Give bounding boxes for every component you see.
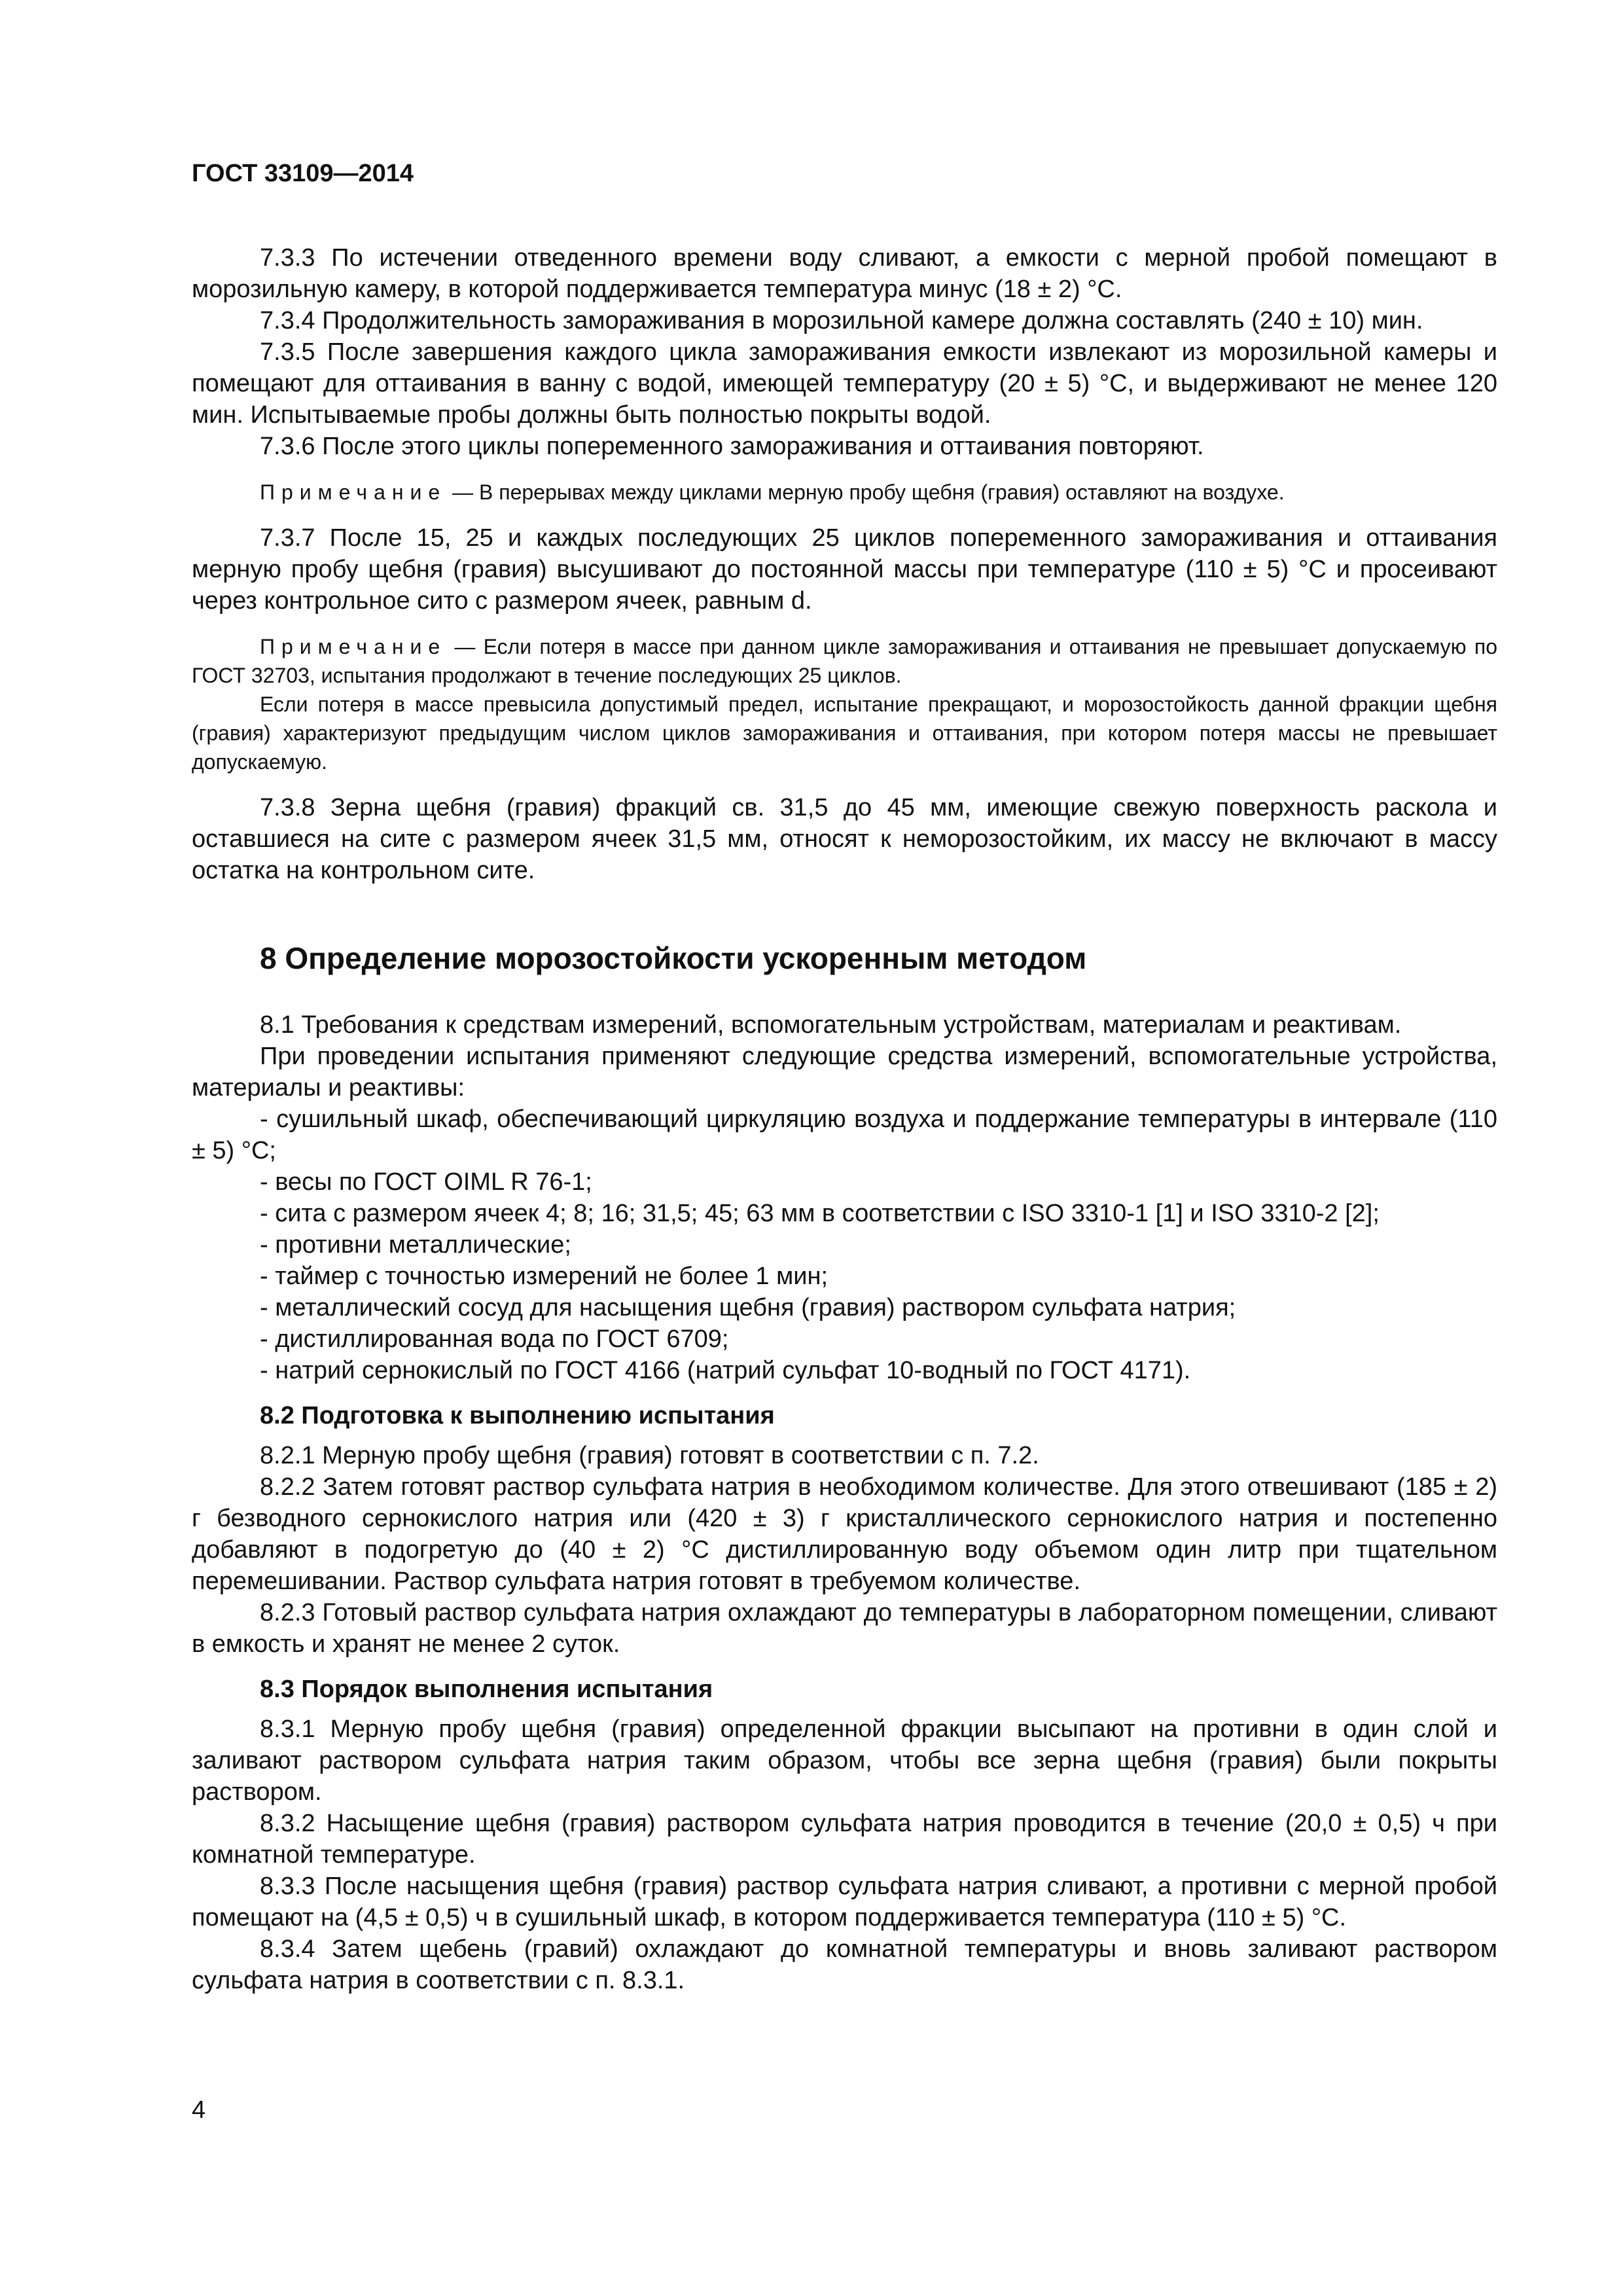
paragraph-8-3-4: 8.3.4 Затем щебень (гравий) охлаждают до комнатной температуры и вновь заливают раствором сульфата натрия в соответствии с п. 8.3.1.	[192, 1935, 1497, 1994]
paragraph-8-1: 8.1 Требования к средствам измерений, вспомогательным устройствам, материалам и реактивам.	[260, 1011, 1402, 1039]
list-item-scales: - весы по ГОСТ OIML R 76-1;	[260, 1168, 592, 1196]
paragraph-7-3-4: 7.3.4 Продолжительность замораживания в морозильной камере должна составлять (240 ± 10) мин.	[260, 307, 1423, 334]
note-text: — В перерывах между циклами мерную пробу щебня (гравия) оставляют на воздухе.	[446, 480, 1285, 504]
paragraph-8-3-1: 8.3.1 Мерную пробу щебня (гравия) определенной фракции высыпают на противни в один слой и заливают раствором сульфата натрия таким образом, чтобы все зерна щебня (гравия) были покрыты раствором.	[192, 1715, 1497, 1806]
note-breaks-between-cycles	[192, 478, 1497, 507]
list-item-sodium-sulfate: - натрий сернокислый по ГОСТ 4166 (натрий сульфат 10-водный по ГОСТ 4171).	[260, 1357, 1191, 1384]
paragraph-7-3-8: 7.3.8 Зерна щебня (гравия) фракций св. 31,5 до 45 мм, имеющие свежую поверхность раскола и оставшиеся на сите с размером ячеек 31,5 мм, относят к неморозостойким, их массу не включают в массу остатка на контрольном сите.	[192, 794, 1497, 884]
list-item-drying-cabinet: - сушильный шкаф, обеспечивающий циркуляцию воздуха и поддержание температуры в интервале (110 ± 5) °С;	[192, 1105, 1497, 1164]
paragraph-7-3-7: 7.3.7 После 15, 25 и каждых последующих 25 циклов попеременного замораживания и оттаивания мерную пробу щебня (гравия) высушивают до постоянной массы при температуре (110 ± 5) °С и просеивают через контрольное сито с размером ячеек, равным d.	[192, 524, 1497, 615]
paragraph-8-3-2: 8.3.2 Насыщение щебня (гравия) раствором сульфата натрия проводится в течение (20,0 ± 0,5) ч при комнатной температуре.	[192, 1810, 1497, 1869]
note-mass-loss-exceeded: Если потеря в массе превысила допустимый предел, испытание прекращают, и морозостойкость данной фракции щебня (гравия) характеризуют предыдущим числом циклов замораживания и оттаивания, при котором потеря массы не превышает допускаемую.	[192, 692, 1497, 774]
list-item-distilled-water: - дистиллированная вода по ГОСТ 6709;	[260, 1325, 729, 1353]
section-8-heading: 8 Определение морозостойкости ускоренным методом	[260, 941, 1087, 975]
note-text: — Если потеря в массе при данном цикле замораживания и оттаивания не превышает допускаемую по ГОСТ 32703, испытания продолжают в течение последующих 25 циклов.	[192, 635, 1497, 687]
document-header-standard: ГОСТ 33109—2014	[192, 160, 414, 187]
paragraph-8-3-3: 8.3.3 После насыщения щебня (гравия) раствор сульфата натрия сливают, а противни с мерной пробой помещают на (4,5 ± 0,5) ч в сушильный шкаф, в котором поддерживается температура (110 ± 5) °С.	[192, 1873, 1497, 1931]
section-8-3-heading: 8.3 Порядок выполнения испытания	[260, 1676, 713, 1703]
paragraph-8-2-2: 8.2.2 Затем готовят раствор сульфата натрия в необходимом количестве. Для этого отвешивают (185 ± 2) г безводного сернокислого натрия или (420 ± 3) г кристаллического сернокислого натрия и постепенно добавляют в подогретую до (40 ± 2) °С дистиллированную воду объемом один литр при тщательном перемешивании. Раствор сульфата натрия готовят в требуемом количестве.	[192, 1473, 1497, 1595]
paragraph-8-2-1: 8.2.1 Мерную пробу щебня (гравия) готовят в соответствии с п. 7.2.	[260, 1442, 1039, 1469]
list-item-vessel: - металлический сосуд для насыщения щебня (гравия) раствором сульфата натрия;	[260, 1294, 1236, 1321]
section-8-2-heading: 8.2 Подготовка к выполнению испытания	[260, 1402, 775, 1429]
list-item-sieves: - сита с размером ячеек 4; 8; 16; 31,5; 45; 63 мм в соответствии с ISO 3310-1 [1] и ISO 3310-2 [2];	[260, 1200, 1380, 1227]
paragraph-7-3-5: 7.3.5 После завершения каждого цикла замораживания емкости извлекают из морозильной камеры и помещают для оттаивания в ванну с водой, имеющей температуру (20 ± 5) °С, и выдерживают не менее 120 мин. Испытываемые пробы должны быть полностью покрыты водой.	[192, 338, 1497, 429]
list-item-trays: - противни металлические;	[260, 1231, 571, 1259]
document-page	[192, 157, 1497, 1996]
note-mass-loss-allowed	[192, 632, 1497, 690]
note-label: Примечание	[260, 635, 447, 658]
paragraph-8-1-intro: При проведении испытания применяют следующие средства измерений, вспомогательные устройства, материалы и реактивы:	[192, 1043, 1497, 1102]
note-label: Примечание	[260, 480, 447, 504]
paragraph-7-3-6: 7.3.6 После этого циклы попеременного замораживания и оттаивания повторяют.	[260, 433, 1204, 460]
paragraph-7-3-3: 7.3.3 По истечении отведенного времени воду сливают, а емкости с мерной пробой помещают в морозильную камеру, в которой поддерживается температура минус (18 ± 2) °С.	[192, 244, 1497, 303]
paragraph-8-2-3: 8.2.3 Готовый раствор сульфата натрия охлаждают до температуры в лабораторном помещении, сливают в емкость и хранят не менее 2 суток.	[192, 1599, 1497, 1658]
page-number: 4	[192, 2096, 206, 2124]
list-item-timer: - таймер с точностью измерений не более 1 мин;	[260, 1263, 829, 1290]
